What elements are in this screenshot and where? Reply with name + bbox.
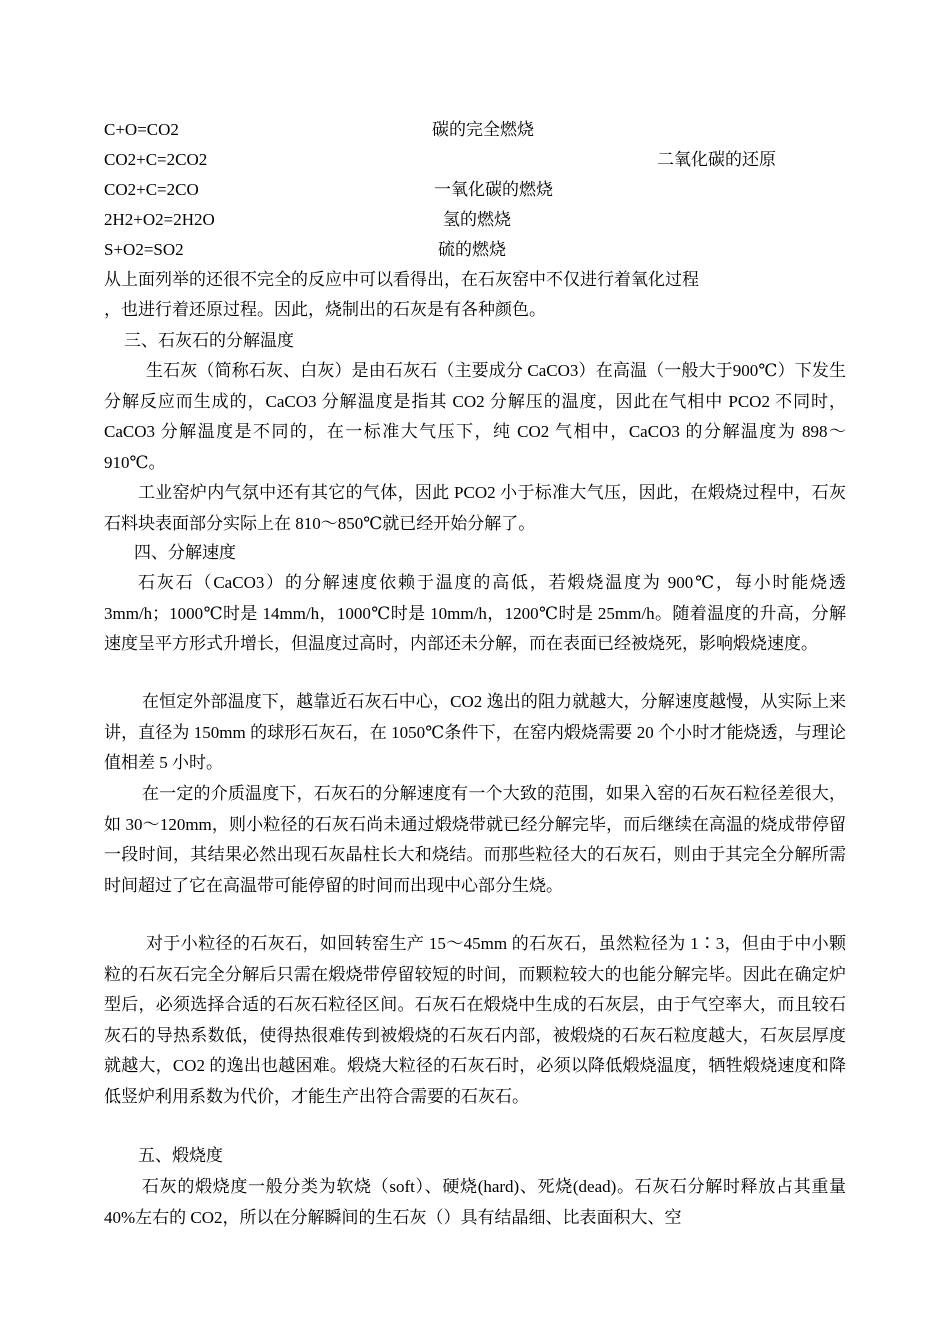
reaction-description: 氢的燃烧 [443,210,511,229]
reaction-description: 二氧化碳的还原 [657,150,776,169]
reaction-formula: C+O=CO2 [104,120,179,139]
reaction-row [104,115,804,145]
reaction-row [104,145,804,175]
section-heading: 四、分解速度 [134,543,236,562]
reaction-description: 碳的完全燃烧 [432,120,534,139]
reaction-formula: CO2+C=2CO [104,180,199,199]
paragraph: 石灰的煅烧度一般分类为软烧（soft）、硬烧(hard)、死烧(dead)。石灰石分解时释放占其重量 40%左右的 CO2，所以在分解瞬间的生石灰（）具有结晶细、比表面积大、空 [104,1177,846,1227]
reaction-description: 一氧化碳的燃烧 [434,180,553,199]
reaction-formula: 2H2+O2=2H2O [104,210,215,229]
reaction-row [104,175,804,205]
reaction-row [104,205,804,235]
intro-line: 从上面列举的还很不完全的反应中可以看得出，在石灰窑中不仅进行着氧化过程 [104,270,699,289]
paragraph: 在恒定外部温度下，越靠近石灰石中心，CO2 逸出的阻力就越大，分解速度越慢，从实际上来讲，直径为 150mm 的球形石灰石，在 1050℃条件下，在窑内煅烧需要 20 个小时才能烧透，与理论值相差 5 小时。 [104,692,846,772]
section-heading: 三、石灰石的分解温度 [124,331,294,350]
paragraph: 生石灰（简称石灰、白灰）是由石灰石（主要成分 CaCO3）在高温（一般大于900℃）下发生分解反应而生成的，CaCO3 分解温度是指其 CO2 分解压的温度，因此在气相中 PCO2 不同时，CaCO3 分解温度是不同的，在一标准大气压下，纯 CO2 气相中，CaCO3 的分解温度为 898～910℃。 [104,361,846,472]
reaction-formula: S+O2=SO2 [104,240,184,259]
intro-line: ，也进行着还原过程。因此，烧制出的石灰是有各种颜色。 [104,300,546,319]
paragraph: 工业窑炉内气氛中还有其它的气体，因此 PCO2 小于标准大气压，因此，在煅烧过程中，石灰石料块表面部分实际上在 810～850℃就已经开始分解了。 [104,483,846,533]
paragraph: 石灰石（CaCO3）的分解速度依赖于温度的高低，若煅烧温度为 900℃，每小时能烧透 3mm/h；1000℃时是 14mm/h，1000℃时是 10mm/h，1200℃时是 25mm/h。随着温度的升高，分解速度呈平方形式升增长，但温度过高时，内部还未分解，而在表面已经被烧死，影响煅烧速度。 [104,573,846,653]
reaction-description: 硫的燃烧 [438,240,506,259]
section-heading: 五、煅烧度 [138,1146,223,1165]
reaction-row [104,235,804,265]
paragraph: 在一定的介质温度下，石灰石的分解速度有一个大致的范围，如果入窑的石灰石粒径差很大，如 30～120mm，则小粒径的石灰石尚未通过煅烧带就已经分解完毕，而后继续在高温的烧成带停留一段时间，其结果必然出现石灰晶柱长大和烧结。而那些粒径大的石灰石，则由于其完全分解所需时间超过了它在高温带可能停留的时间而出现中心部分生烧。 [104,784,846,895]
paragraph: 对于小粒径的石灰石，如回转窑生产 15～45mm 的石灰石，虽然粒径为 1∶3，但由于中小颗粒的石灰石完全分解后只需在煅烧带停留较短的时间，而颗粒较大的也能分解完毕。因此在确定炉型后，必须选择合适的石灰石粒径区间。石灰石在煅烧中生成的石灰层，由于气空率大，而且较石灰石的导热系数低，使得热很难传到被煅烧的石灰石内部，被煅烧的石灰石粒度越大，石灰层厚度就越大，CO2 的逸出也越困难。煅烧大粒径的石灰石时，必须以降低煅烧温度，牺牲煅烧速度和降低竖炉利用系数为代价，才能生产出符合需要的石灰石。 [104,934,846,1106]
reaction-formula: CO2+C=2CO2 [104,150,208,169]
